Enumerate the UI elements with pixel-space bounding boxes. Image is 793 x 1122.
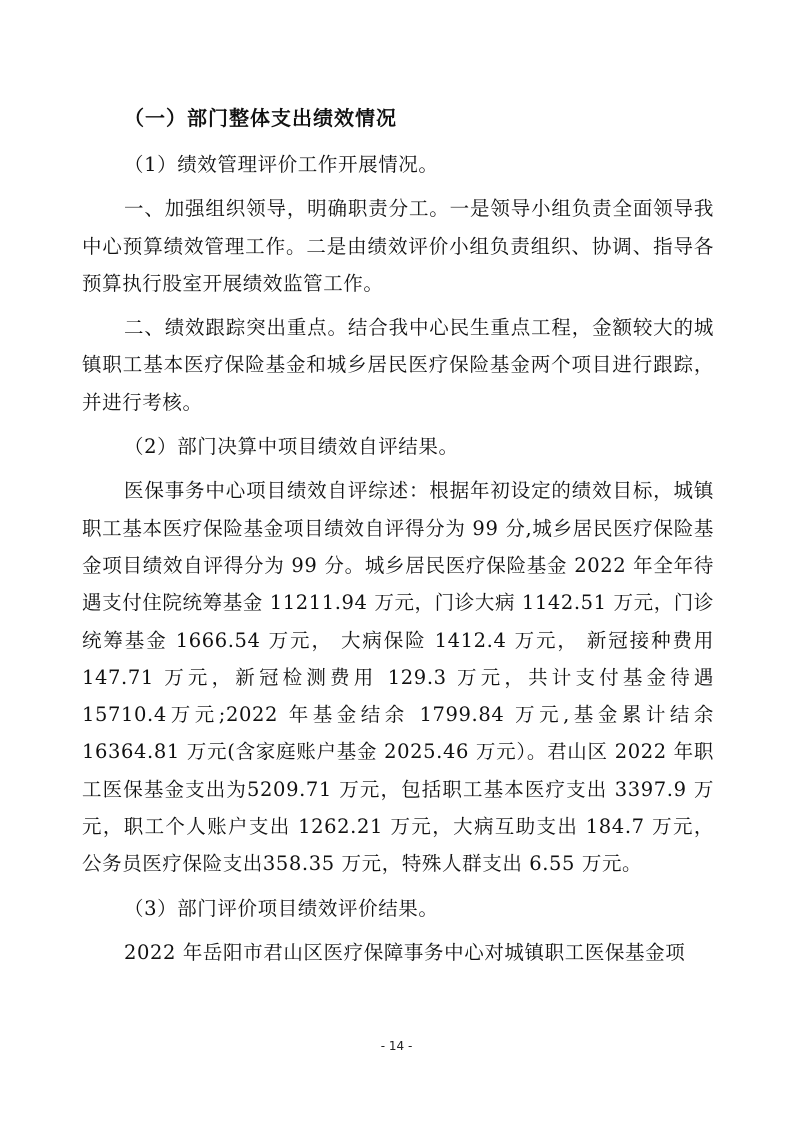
paragraph-performance-tracking: 二、绩效跟踪突出重点。结合我中心民生重点工程，金额较大的城镇职工基本医疗保险基金和城乡居民医疗保险基金两个项目进行跟踪，并进行考核。 xyxy=(82,316,714,414)
document-body xyxy=(82,102,714,978)
paragraph-evaluation-work: （1）绩效管理评价工作开展情况。 xyxy=(124,153,439,176)
paragraph-organization-leadership: 一、加强组织领导，明确职责分工。一是领导小组负责全面领导我中心预算绩效管理工作。二是由绩效评价小组负责组织、协调、指导各预算执行股室开展绩效监管工作。 xyxy=(82,197,714,295)
paragraph-department-evaluation-start: 2022 年岳阳市君山区医疗保障事务中心对城镇职工医保基金项 xyxy=(124,940,686,964)
paragraph-self-evaluation-summary: 医保事务中心项目绩效自评综述：根据年初设定的绩效目标，城镇职工基本医疗保险基金项目绩效自评得分为 99 分,城乡居民医疗保险基金项目绩效自评得分为 99 分。城乡居民医疗保险基金 2022 年全年待遇支付住院统筹基金 11211.94 万元，门诊大病 1142.51 万元，门诊统筹基金 1666.54 万元， 大病保险 1412.4 万元， 新冠接种费用147.71 万元，新冠检测费用 129.3 万元，共计支付基金待遇 15710.4万元;2022 年基金结余 1799.84 万元,基金累计结余 16364.81 万元(含家庭账户基金 2025.46 万元）。君山区 2022 年职工医保基金支出为5209.71 万元，包括职工基本医疗支出 3397.9 万元，职工个人账户支出 1262.21 万元，大病互助支出 184.7 万元，公务员医疗保险支出358.35 万元，特殊人群支出 6.55 万元。 xyxy=(82,479,714,876)
section-heading: （一）部门整体支出绩效情况 xyxy=(124,106,397,130)
paragraph-self-evaluation-title: （2）部门决算中项目绩效自评结果。 xyxy=(124,435,459,459)
paragraph-department-evaluation-title: （3）部门评价项目绩效评价结果。 xyxy=(124,896,439,920)
page-number: - 14 - xyxy=(380,1039,413,1053)
